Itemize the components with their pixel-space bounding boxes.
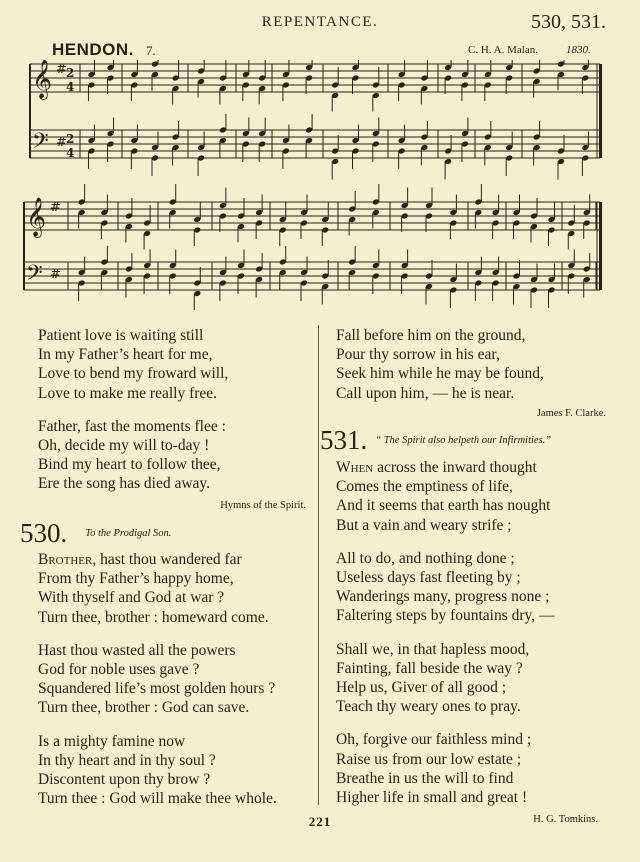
time-signature: 2 [66,66,75,80]
page-number: 221 [308,814,332,829]
hymn-title: To the Prodigal Son. [85,528,172,539]
attribution: Hymns of the Spirit. [220,499,306,511]
verse-line: Seek him while he may be found, [336,365,544,383]
verse-line: All to do, and nothing done ; [336,549,515,567]
verse-line: Love to make me really free. [38,384,218,402]
verse-line: Breathe in us the will to find [336,769,514,787]
column-divider [318,325,319,805]
verse-line: In my Father’s heart for me, [38,346,213,364]
verse-line: Oh, forgive our faithless mind ; [336,731,532,749]
verse-line: Pour thy sorrow in his ear, [336,346,500,364]
stanza-gap [38,718,277,732]
sharp-sign: # [56,62,67,77]
verse-line: Love to bend my froward will, [38,365,229,383]
sharp-sign: # [50,267,61,282]
music-score [0,60,640,310]
hymn-number: 531. [320,425,368,455]
verse-line: But a vain and weary strife ; [336,516,512,534]
verse-line: Shall we, in that hapless mood, [336,640,530,658]
verse-line: Faltering steps by fountains dry, — [336,607,555,625]
first-line-rest: , hast thou wandered far [92,551,242,568]
tune-name: HENDON. [52,40,134,59]
verse-line: Higher life in small and great ! [336,789,528,807]
verse-line: Ere the song has died away. [38,475,211,493]
right-top-verses [336,326,606,423]
verse-line: Turn thee : God will make thee whole. [38,790,277,808]
stanza-gap [38,403,306,417]
hymn-531 [320,427,620,454]
verse-line: Father, fast the moments flee : [38,417,226,435]
stanza-gap [336,535,598,549]
stanza-gap [336,716,598,730]
verse-line: Turn thee, brother : God can save. [38,699,250,717]
verse-line: Turn thee, brother : homeward come. [38,608,269,626]
hymn-531-verses [336,458,598,829]
hymn-number: 530. [20,518,68,548]
verse-line: Raise us from our low estate ; [336,750,522,768]
final-barline [599,64,602,158]
sharp-sign: # [50,200,61,215]
first-word: Brother [38,551,93,568]
verse-line: In thy heart and in thy soul ? [38,751,216,769]
running-title: REPENTANCE. [261,14,379,30]
verse-line: And it seems that earth has nought [336,497,551,515]
hymn-numbers: 530, 531. [531,11,606,33]
first-line-rest: across the inward thought [373,459,537,476]
verse-line: Teach thy weary ones to pray. [336,698,521,716]
verse-line: Patient love is waiting still [38,327,204,344]
verse-line: Wanderings many, progress none ; [336,588,550,606]
time-signature: 2 [66,132,75,146]
treble-clef: 𝄞 [26,197,47,237]
first-word: When [336,459,374,476]
hymn-title: “ The Spirit also helpeth our Infirmities.” [375,435,552,446]
verse-line: Fainting, fall beside the way ? [336,659,523,677]
verse-line: Discontent upon thy brow ? [38,771,211,789]
sharp-sign: # [56,135,67,150]
verse-line: Hast thou wasted all the powers [38,641,236,659]
time-signature: 4 [66,80,75,94]
verse-line: With thyself and God at war ? [38,589,225,607]
bass-clef: 𝄢 [32,129,49,159]
hymn-530 [20,520,310,547]
composer-year: 1830. [566,44,591,56]
attribution: James F. Clarke. [536,407,606,419]
attribution: H. G. Tomkins. [533,814,598,826]
verse-line: Useless days fast fleeting by ; [336,569,521,587]
left-verses [38,326,306,515]
hymn-530-verses [38,550,277,808]
verse-line: Comes the emptiness of life, [336,478,513,496]
verse-line: Oh, decide my will to-day ! [38,437,210,455]
composer: C. H. A. Malan. [468,44,538,56]
verse-line: From thy Father’s happy home, [38,570,234,588]
verse-line: Help us, Giver of all good ; [336,679,507,697]
stanza-gap [38,627,277,641]
tune-meter: 7. [146,43,156,58]
verse-line: Squandered life’s most golden hours ? [38,680,276,698]
verse-line: Bind my heart to follow thee, [38,456,221,474]
treble-clef: 𝄞 [32,60,53,99]
bass-clef: 𝄢 [26,261,43,291]
verse-line: Call upon him, — he is near. [336,384,515,402]
verse-line: Is a mighty famine now [38,732,186,750]
time-signature: 4 [66,146,75,160]
verse-line: Fall before him on the ground, [336,327,526,344]
final-barline [599,202,602,290]
verse-line: God for noble uses gave ? [38,661,200,679]
stanza-gap [336,626,598,640]
